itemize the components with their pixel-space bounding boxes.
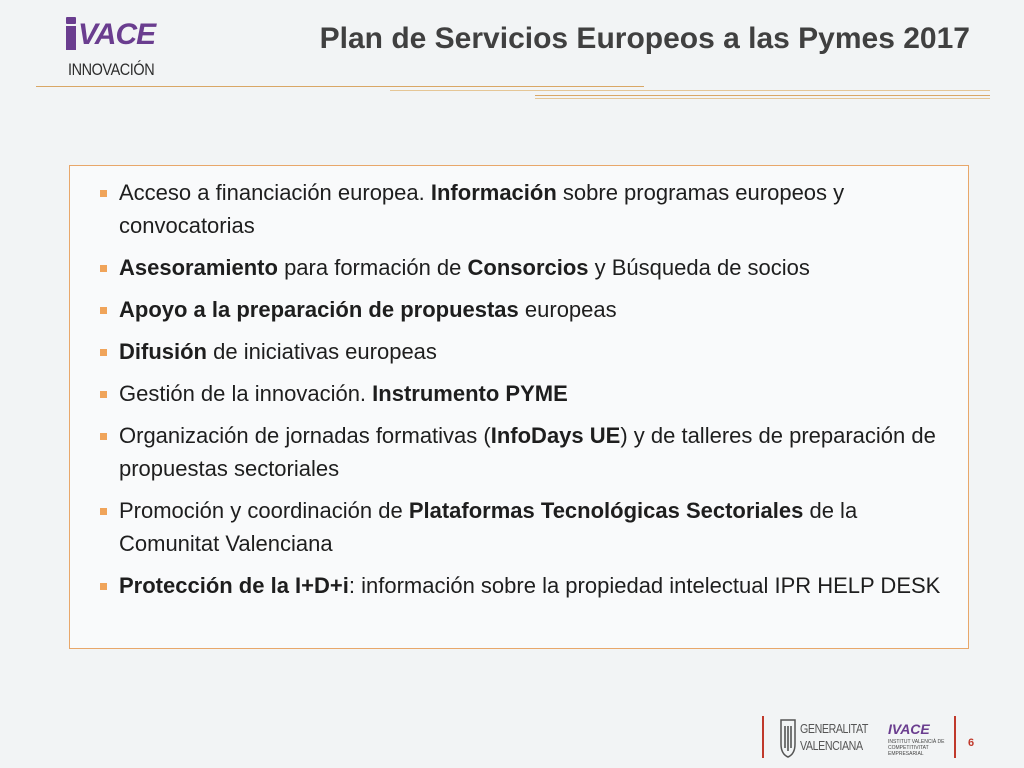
ivace-footer-word: IVACE — [888, 721, 930, 737]
gv-line-2: VALENCIANA — [800, 738, 863, 753]
square-bullet-icon — [100, 349, 107, 356]
list-item — [100, 419, 952, 485]
text: de iniciativas europeas — [207, 339, 437, 364]
bold-text: Consorcios — [467, 255, 589, 280]
list-item — [100, 494, 952, 560]
ivace-footer-subtitle: INSTITUT VALENCIÀ DE COMPETITIVITAT EMPRESARIAL — [888, 739, 945, 757]
page-number: 6 — [968, 737, 975, 749]
bold-text: Difusión — [119, 339, 207, 364]
gv-line-1: GENERALITAT — [800, 721, 868, 736]
text: de la Comunitat Valenciana — [119, 498, 858, 556]
text: Acceso a financiación europea. — [119, 180, 431, 205]
ivace-footer-logo — [888, 722, 948, 758]
bold-text: Información — [430, 180, 557, 205]
square-bullet-icon — [100, 508, 107, 515]
bold-text: Protección de la I+D+i — [119, 573, 349, 598]
list-item — [100, 335, 952, 368]
text: europeas — [518, 297, 617, 322]
text: ) y de talleres de preparación de propuestas sectoriales — [119, 423, 936, 481]
text: : información sobre la propiedad intelectual IPR HELP DESK — [348, 573, 941, 598]
services-list-box — [69, 165, 969, 649]
text: Promoción y coordinación de — [119, 498, 409, 523]
square-bullet-icon — [100, 265, 107, 272]
list-item — [100, 569, 952, 602]
header-rule — [390, 90, 990, 91]
list-item — [100, 377, 952, 410]
text: Gestión de la innovación. — [119, 381, 373, 406]
square-bullet-icon — [100, 583, 107, 590]
logo-i-glyph — [66, 26, 76, 50]
list-item — [100, 293, 952, 326]
footer-divider — [954, 716, 956, 758]
bold-text: Apoyo a la preparación de propuestas — [119, 297, 519, 322]
text: sobre programas europeos y convocatorias — [119, 180, 845, 238]
list-item — [100, 176, 952, 242]
header-rule — [535, 98, 990, 99]
bold-text: Plataformas Tecnológicas Sectoriales — [408, 498, 804, 523]
crest-icon — [778, 718, 798, 758]
square-bullet-icon — [100, 307, 107, 314]
header-rule — [36, 86, 644, 87]
square-bullet-icon — [100, 433, 107, 440]
text: para formación de — [277, 255, 468, 280]
header-rule — [535, 95, 990, 96]
list-item — [100, 251, 952, 284]
ivace-innovacion-logo — [66, 16, 186, 82]
text: Organización de jornadas formativas ( — [119, 423, 491, 448]
slide-title: Plan de Servicios Europeos a las Pymes 2017 — [319, 22, 970, 55]
logo-wordmark — [66, 16, 155, 54]
logo-word: VACE — [78, 18, 156, 51]
bold-text: Instrumento PYME — [372, 381, 568, 406]
logo-subtitle: INNOVACIÓN — [68, 60, 155, 79]
footer-divider — [762, 716, 764, 758]
square-bullet-icon — [100, 190, 107, 197]
generalitat-valenciana-logo — [778, 716, 873, 760]
bold-text: Asesoramiento — [119, 255, 278, 280]
bold-text: InfoDays UE — [490, 423, 621, 448]
square-bullet-icon — [100, 391, 107, 398]
text: y Búsqueda de socios — [588, 255, 810, 280]
services-list — [100, 176, 952, 602]
